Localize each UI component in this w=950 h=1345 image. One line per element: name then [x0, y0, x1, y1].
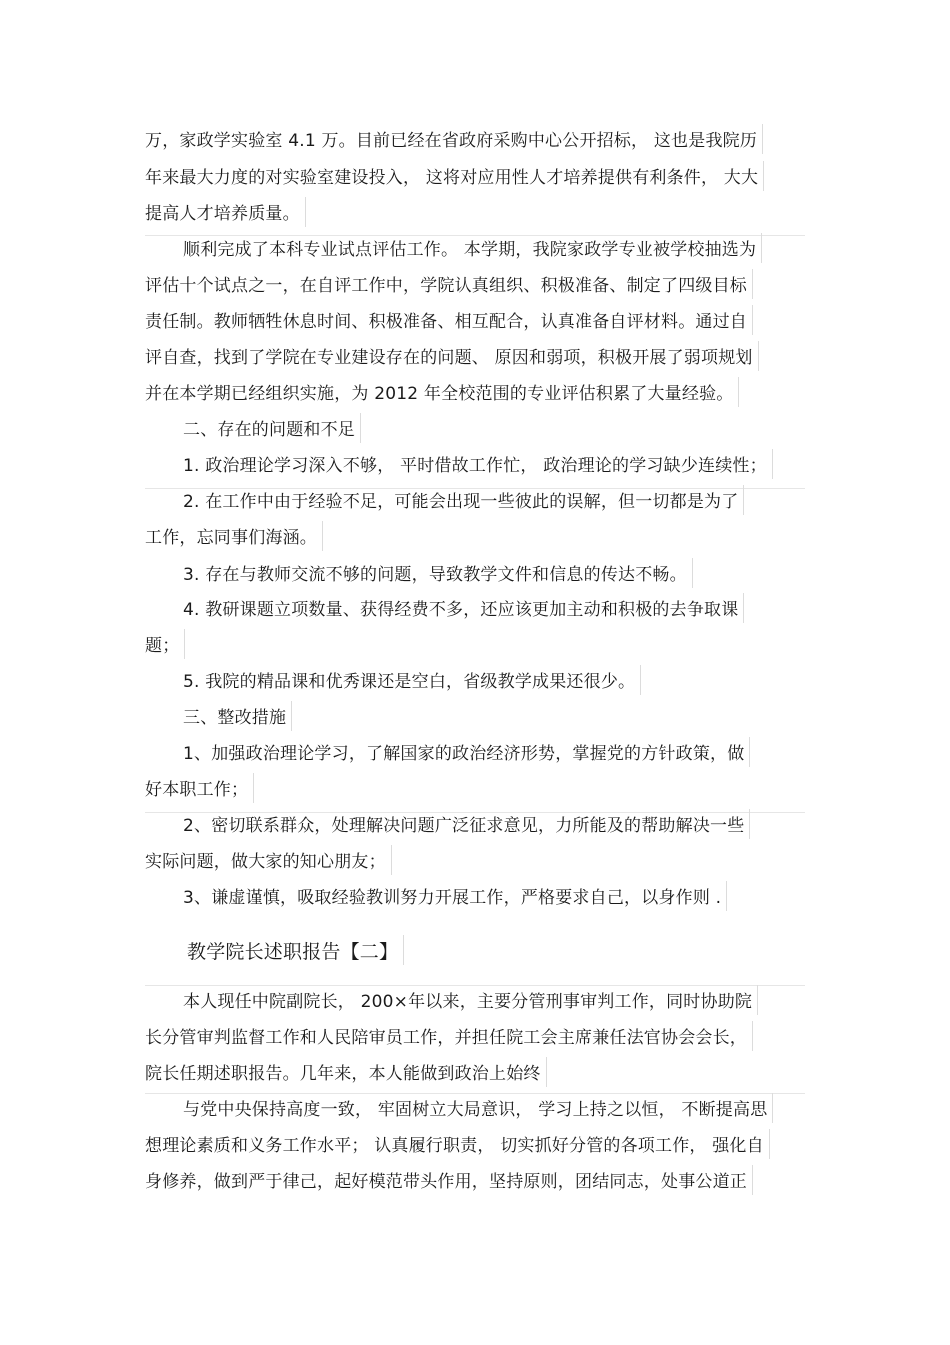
report-title: 教学院长述职报告【二】 — [187, 941, 399, 963]
list-item: 2. 在工作中由于经验不足，可能会出现一些彼此的误解，但一切都是为了 — [183, 492, 739, 512]
text-line: 评自查，找到了学院在专业建设存在的问题、 原因和弱项，积极开展了弱项规划 — [145, 348, 753, 368]
text-line: 责任制。教师牺牲休息时间、积极准备、相互配合，认真准备自评材料。通过自 — [145, 312, 747, 332]
list-item: 3. 存在与教师交流不够的问题，导致教学文件和信息的传达不畅。 — [183, 565, 687, 585]
text-line: 工作，忘同事们海涵。 — [145, 528, 317, 548]
text-line: 身修养，做到严于律己，起好模范带头作用，坚持原则，团结同志，处事公道正 — [145, 1172, 747, 1192]
text-line: 评估十个试点之一，在自评工作中，学院认真组织、积极准备、制定了四级目标 — [145, 276, 747, 296]
text-line: 院长任期述职报告。几年来，本人能做到政治上始终 — [145, 1064, 541, 1084]
text-line: 提高人才培养质量。 — [145, 204, 300, 224]
list-item: 5. 我院的精品课和优秀课还是空白，省级教学成果还很少。 — [183, 672, 636, 692]
section-heading: 三、整改措施 — [183, 708, 287, 728]
list-item: 3、谦虚谨慎，吸取经验教训努力开展工作，严格要求自己，以身作则 . — [183, 888, 722, 908]
text-line: 万，家政学实验室 4.1 万。目前已经在省政府采购中心公开招标， 这也是我院历 — [145, 131, 758, 151]
text-line: 想理论素质和义务工作水平； 认真履行职责， 切实抓好分管的各项工作， 强化自 — [145, 1136, 764, 1156]
text-line: 并在本学期已经组织实施，为 2012 年全校范围的专业评估积累了大量经验。 — [145, 384, 734, 404]
text-line: 长分管审判监督工作和人民陪审员工作，并担任院工会主席兼任法官协会会长， — [145, 1028, 747, 1048]
paragraph-start: 与党中央保持高度一致， 牢固树立大局意识， 学习上持之以恒， 不断提高思 — [183, 1100, 768, 1120]
text-line: 年来最大力度的对实验室建设投入， 这将对应用性人才培养提供有利条件， 大大 — [145, 168, 759, 188]
list-item: 2、密切联系群众，处理解决问题广泛征求意见，力所能及的帮助解决一些 — [183, 816, 745, 836]
text-line: 题； — [145, 636, 180, 656]
paragraph-start: 本人现任中院副院长， 200×年以来，主要分管刑事审判工作，同时协助院 — [183, 992, 753, 1012]
paragraph-start: 顺利完成了本科专业试点评估工作。 本学期，我院家政学专业被学校抽选为 — [183, 240, 757, 260]
text-line: 实际问题，做大家的知心朋友； — [145, 852, 386, 872]
text-line: 好本职工作； — [145, 780, 249, 800]
list-item: 4. 教研课题立项数量、获得经费不多，还应该更加主动和积极的去争取课 — [183, 600, 739, 620]
list-item: 1. 政治理论学习深入不够， 平时借故工作忙， 政治理论的学习缺少连续性； — [183, 456, 767, 476]
list-item: 1、加强政治理论学习，了解国家的政治经济形势，掌握党的方针政策，做 — [183, 744, 745, 764]
section-heading: 二、存在的问题和不足 — [183, 420, 355, 440]
